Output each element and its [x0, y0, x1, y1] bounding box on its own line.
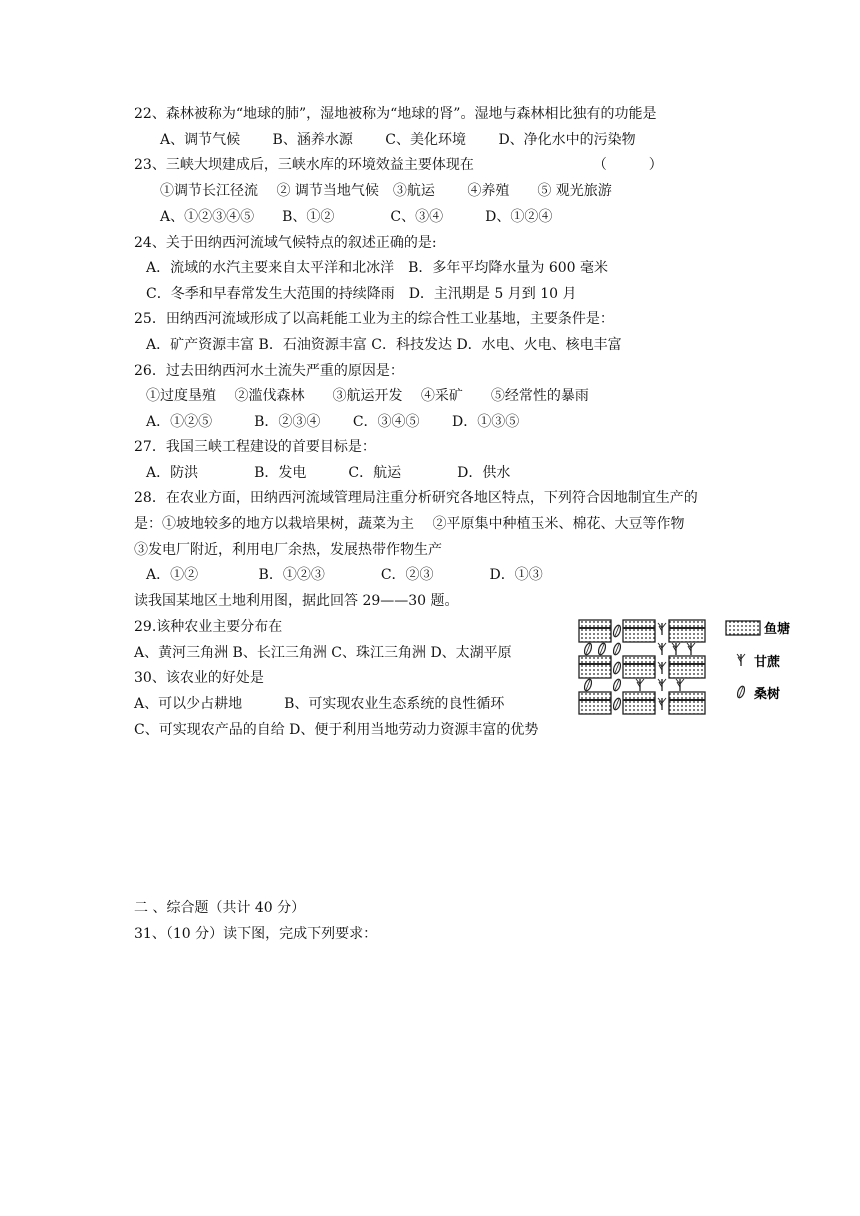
- q26-stem: 26．过去田纳西河水土流失严重的原因是：: [134, 363, 404, 379]
- q29-options: A、黄河三角洲 B、长江三角洲 C、珠江三角洲 D、太湖平原: [134, 645, 512, 661]
- fish-pond: [669, 656, 705, 678]
- mulberry-tree-icon: [612, 642, 622, 655]
- intro-29-30: 读我国某地区土地利用图，据此回答 29——30 题。: [134, 593, 459, 609]
- mulberry-tree-icon: [583, 642, 593, 655]
- fish-pond: [623, 692, 655, 714]
- q24-stem: 24、关于田纳西河流域气候特点的叙述正确的是:: [134, 235, 437, 251]
- sugarcane-icon: [658, 662, 666, 674]
- q22-stem: 22、森林被称为“地球的肺”，湿地被称为“地球的肾”。湿地与森林相比独有的功能是: [134, 106, 657, 122]
- sugarcane-icon: [658, 643, 666, 655]
- fish-pond: [579, 692, 611, 714]
- q29-stem: 29.该种农业主要分布在: [134, 619, 283, 635]
- q22-options: A、调节气候 B、涵养水源 C、美化环境 D、净化水中的污染物: [160, 132, 636, 148]
- sugarcane-icon: [676, 679, 684, 691]
- q23-items: ①调节长江径流 ② 调节当地气候 ③航运 ④养殖 ⑤ 观光旅游: [160, 183, 612, 199]
- q25-options: A．矿产资源丰富 B．石油资源丰富 C．科技发达 D．水电、火电、核电丰富: [146, 337, 622, 353]
- sugarcane-icon: [658, 698, 666, 710]
- q28-stem-3: ③发电厂附近，利用电厂余热，发展热带作物生产: [134, 542, 442, 558]
- fish-pond: [623, 656, 655, 678]
- q25-stem: 25．田纳西河流域形成了以高耗能工业为主的综合性工业基地，主要条件是：: [134, 311, 614, 327]
- q28-stem-2: 是：①坡地较多的地方以栽培果树，蔬菜为主 ②平原集中种植玉米、棉花、大豆等作物: [134, 516, 685, 532]
- fish-pond: [579, 620, 611, 642]
- q30-options-2: C、可实现农产品的自给 D、便于利用当地劳动力资源丰富的优势: [134, 722, 539, 738]
- sugarcane-icon: [672, 643, 680, 655]
- fish-pond: [669, 620, 705, 642]
- fish-pond: [623, 620, 655, 642]
- q27-options: A．防洪 B．发电 C．航运 D．供水: [146, 465, 511, 481]
- sugarcane-icon: [636, 679, 644, 691]
- legend-mulberry-label: 桑树: [754, 687, 781, 702]
- q28-stem-1: 28．在农业方面，田纳西河流域管理局注重分析研究各地区特点，下列符合因地制宜生产的: [134, 490, 698, 506]
- sugarcane-icon: [658, 623, 666, 635]
- q31-stem: 31、（10 分）读下图，完成下列要求：: [134, 926, 378, 942]
- legend-fish-pond-label: 鱼塘: [764, 622, 791, 637]
- q23-options: A、①②③④⑤ B、①② C、③④ D、①②④: [160, 209, 553, 225]
- mulberry-tree-icon: [612, 661, 622, 674]
- q30-stem: 30、该农业的好处是: [134, 670, 264, 686]
- mulberry-tree-icon: [583, 678, 593, 691]
- mulberry-tree-icon: [612, 697, 622, 710]
- mulberry-tree-icon: [597, 642, 607, 655]
- fish-pond: [669, 692, 705, 714]
- mulberry-tree-icon: [612, 624, 622, 637]
- land-use-diagram: [576, 616, 818, 720]
- q24-options-2: C．冬季和早春常发生大范围的持续降雨 D．主汛期是 5 月到 10 月: [146, 286, 577, 302]
- q27-stem: 27．我国三峡工程建设的首要目标是：: [134, 439, 376, 455]
- fish-pond: [579, 656, 611, 678]
- legend-sugarcane-label: 甘蔗: [754, 655, 781, 670]
- q28-options: A．①② B．①②③ C．②③ D．①③: [146, 567, 543, 583]
- legend-mulberry: [736, 685, 780, 702]
- legend-fish-pond: [726, 621, 790, 637]
- mulberry-tree-icon: [612, 678, 622, 691]
- sugarcane-icon: [687, 643, 695, 655]
- sugarcane-icon: [658, 679, 666, 691]
- q30-options-1: A、可以少占耕地 B、可实现农业生态系统的良性循环: [134, 696, 505, 712]
- q26-items: ①过度垦殖 ②滥伐森林 ③航运开发 ④采矿 ⑤经常性的暴雨: [146, 388, 589, 404]
- section-2-heading: 二 、综合题（共计 40 分）: [134, 900, 306, 916]
- q23-stem: 23、三峡大坝建成后，三峡水库的环境效益主要体现在 （ ）: [134, 157, 663, 173]
- q26-options: A．①②⑤ B．②③④ C．③④⑤ D．①③⑤: [146, 414, 520, 430]
- legend-sugarcane: [737, 654, 781, 670]
- land-use-figure: [576, 616, 818, 720]
- q24-options-1: A．流域的水汽主要来自太平洋和北冰洋 B．多年平均降水量为 600 毫米: [146, 260, 609, 276]
